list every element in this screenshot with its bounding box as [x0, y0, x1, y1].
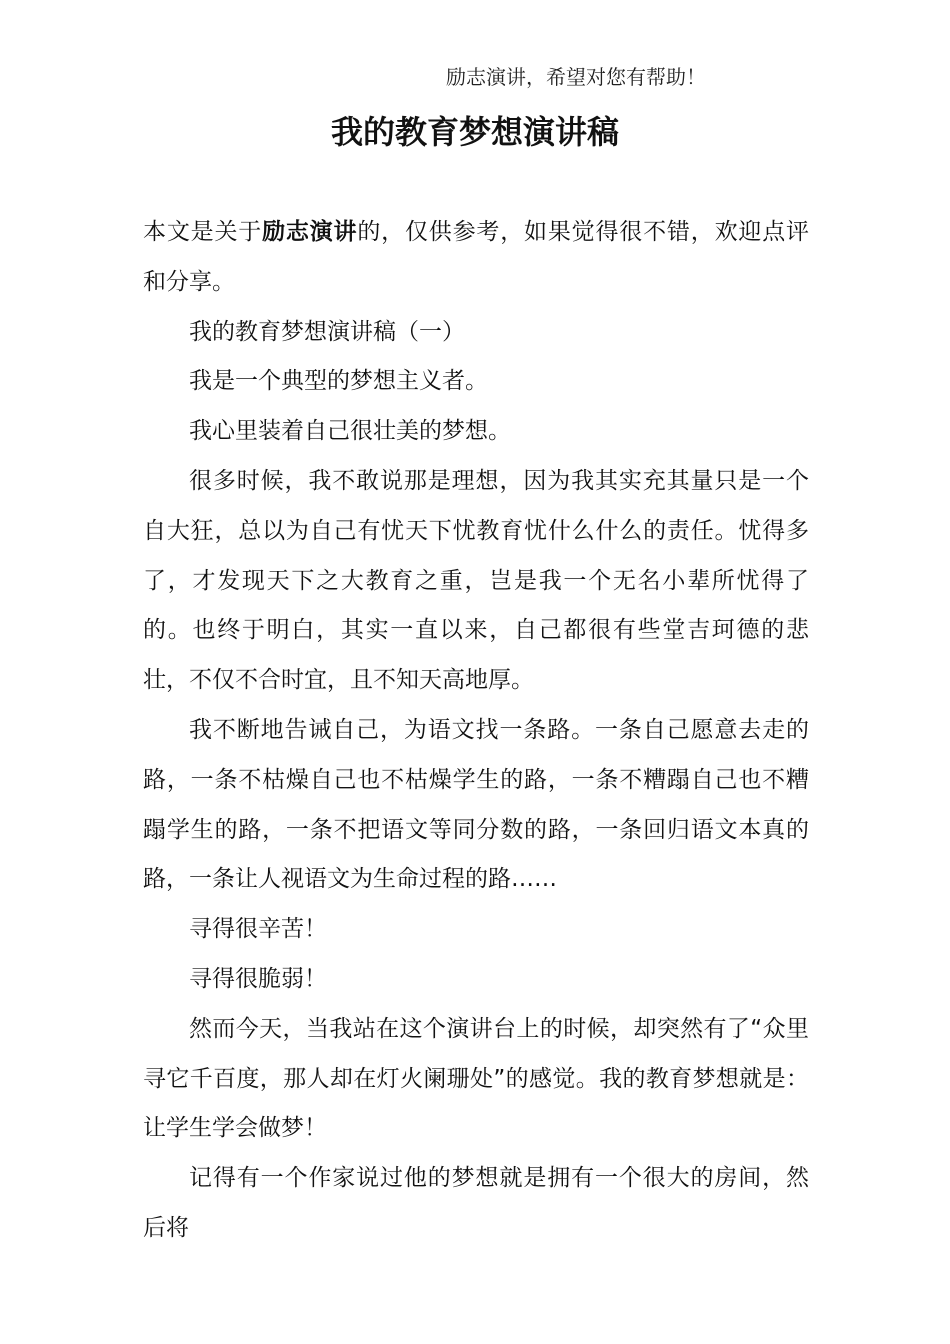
body-paragraph: 我是一个典型的梦想主义者。	[189, 368, 488, 395]
document-body	[143, 208, 809, 1254]
document-title: 我的教育梦想演讲稿	[330, 113, 619, 151]
body-paragraph: 寻得很辛苦！	[189, 916, 327, 943]
body-paragraph: 我不断地告诫自己，为语文找一条路。一条自己愿意去走的路，一条不枯燥自己也不枯燥学生的路，一条不糟蹋自己也不糟蹋学生的路，一条不把语文等同分数的路，一条回归语文本真的路，一条让人视语文为生命过程的路……	[143, 716, 809, 893]
body-paragraph: 寻得很脆弱！	[189, 965, 327, 992]
section-heading: 我的教育梦想演讲稿（一）	[189, 318, 465, 345]
body-paragraph: 我心里装着自己很壮美的梦想。	[189, 418, 511, 445]
body-paragraph: 很多时候，我不敢说那是理想，因为我其实充其量只是一个自大狂，总以为自己有忧天下忧教育忧什么什么的责任。忧得多了，才发现天下之大教育之重，岂是我一个无名小辈所忧得了的。也终于明白，其实一直以来，自己都很有些堂吉珂德的悲壮，不仅不合时宜，且不知天高地厚。	[143, 467, 809, 694]
intro-keyword: 励志演讲	[262, 219, 358, 245]
header-note: 励志演讲，希望对您有帮助！	[446, 65, 706, 89]
intro-text-after: 的，仅供参考，如果觉得很不错，欢迎点评和分享。	[143, 219, 810, 295]
intro-text-before: 本文是关于	[143, 219, 263, 245]
body-paragraph: 记得有一个作家说过他的梦想就是拥有一个很大的房间，然后将	[143, 1165, 809, 1241]
intro-paragraph	[143, 208, 809, 308]
body-paragraph: 然而今天，当我站在这个演讲台上的时候，却突然有了“众里寻它千百度，那人却在灯火阑珊处”的感觉。我的教育梦想就是：让学生学会做梦！	[143, 1015, 809, 1142]
